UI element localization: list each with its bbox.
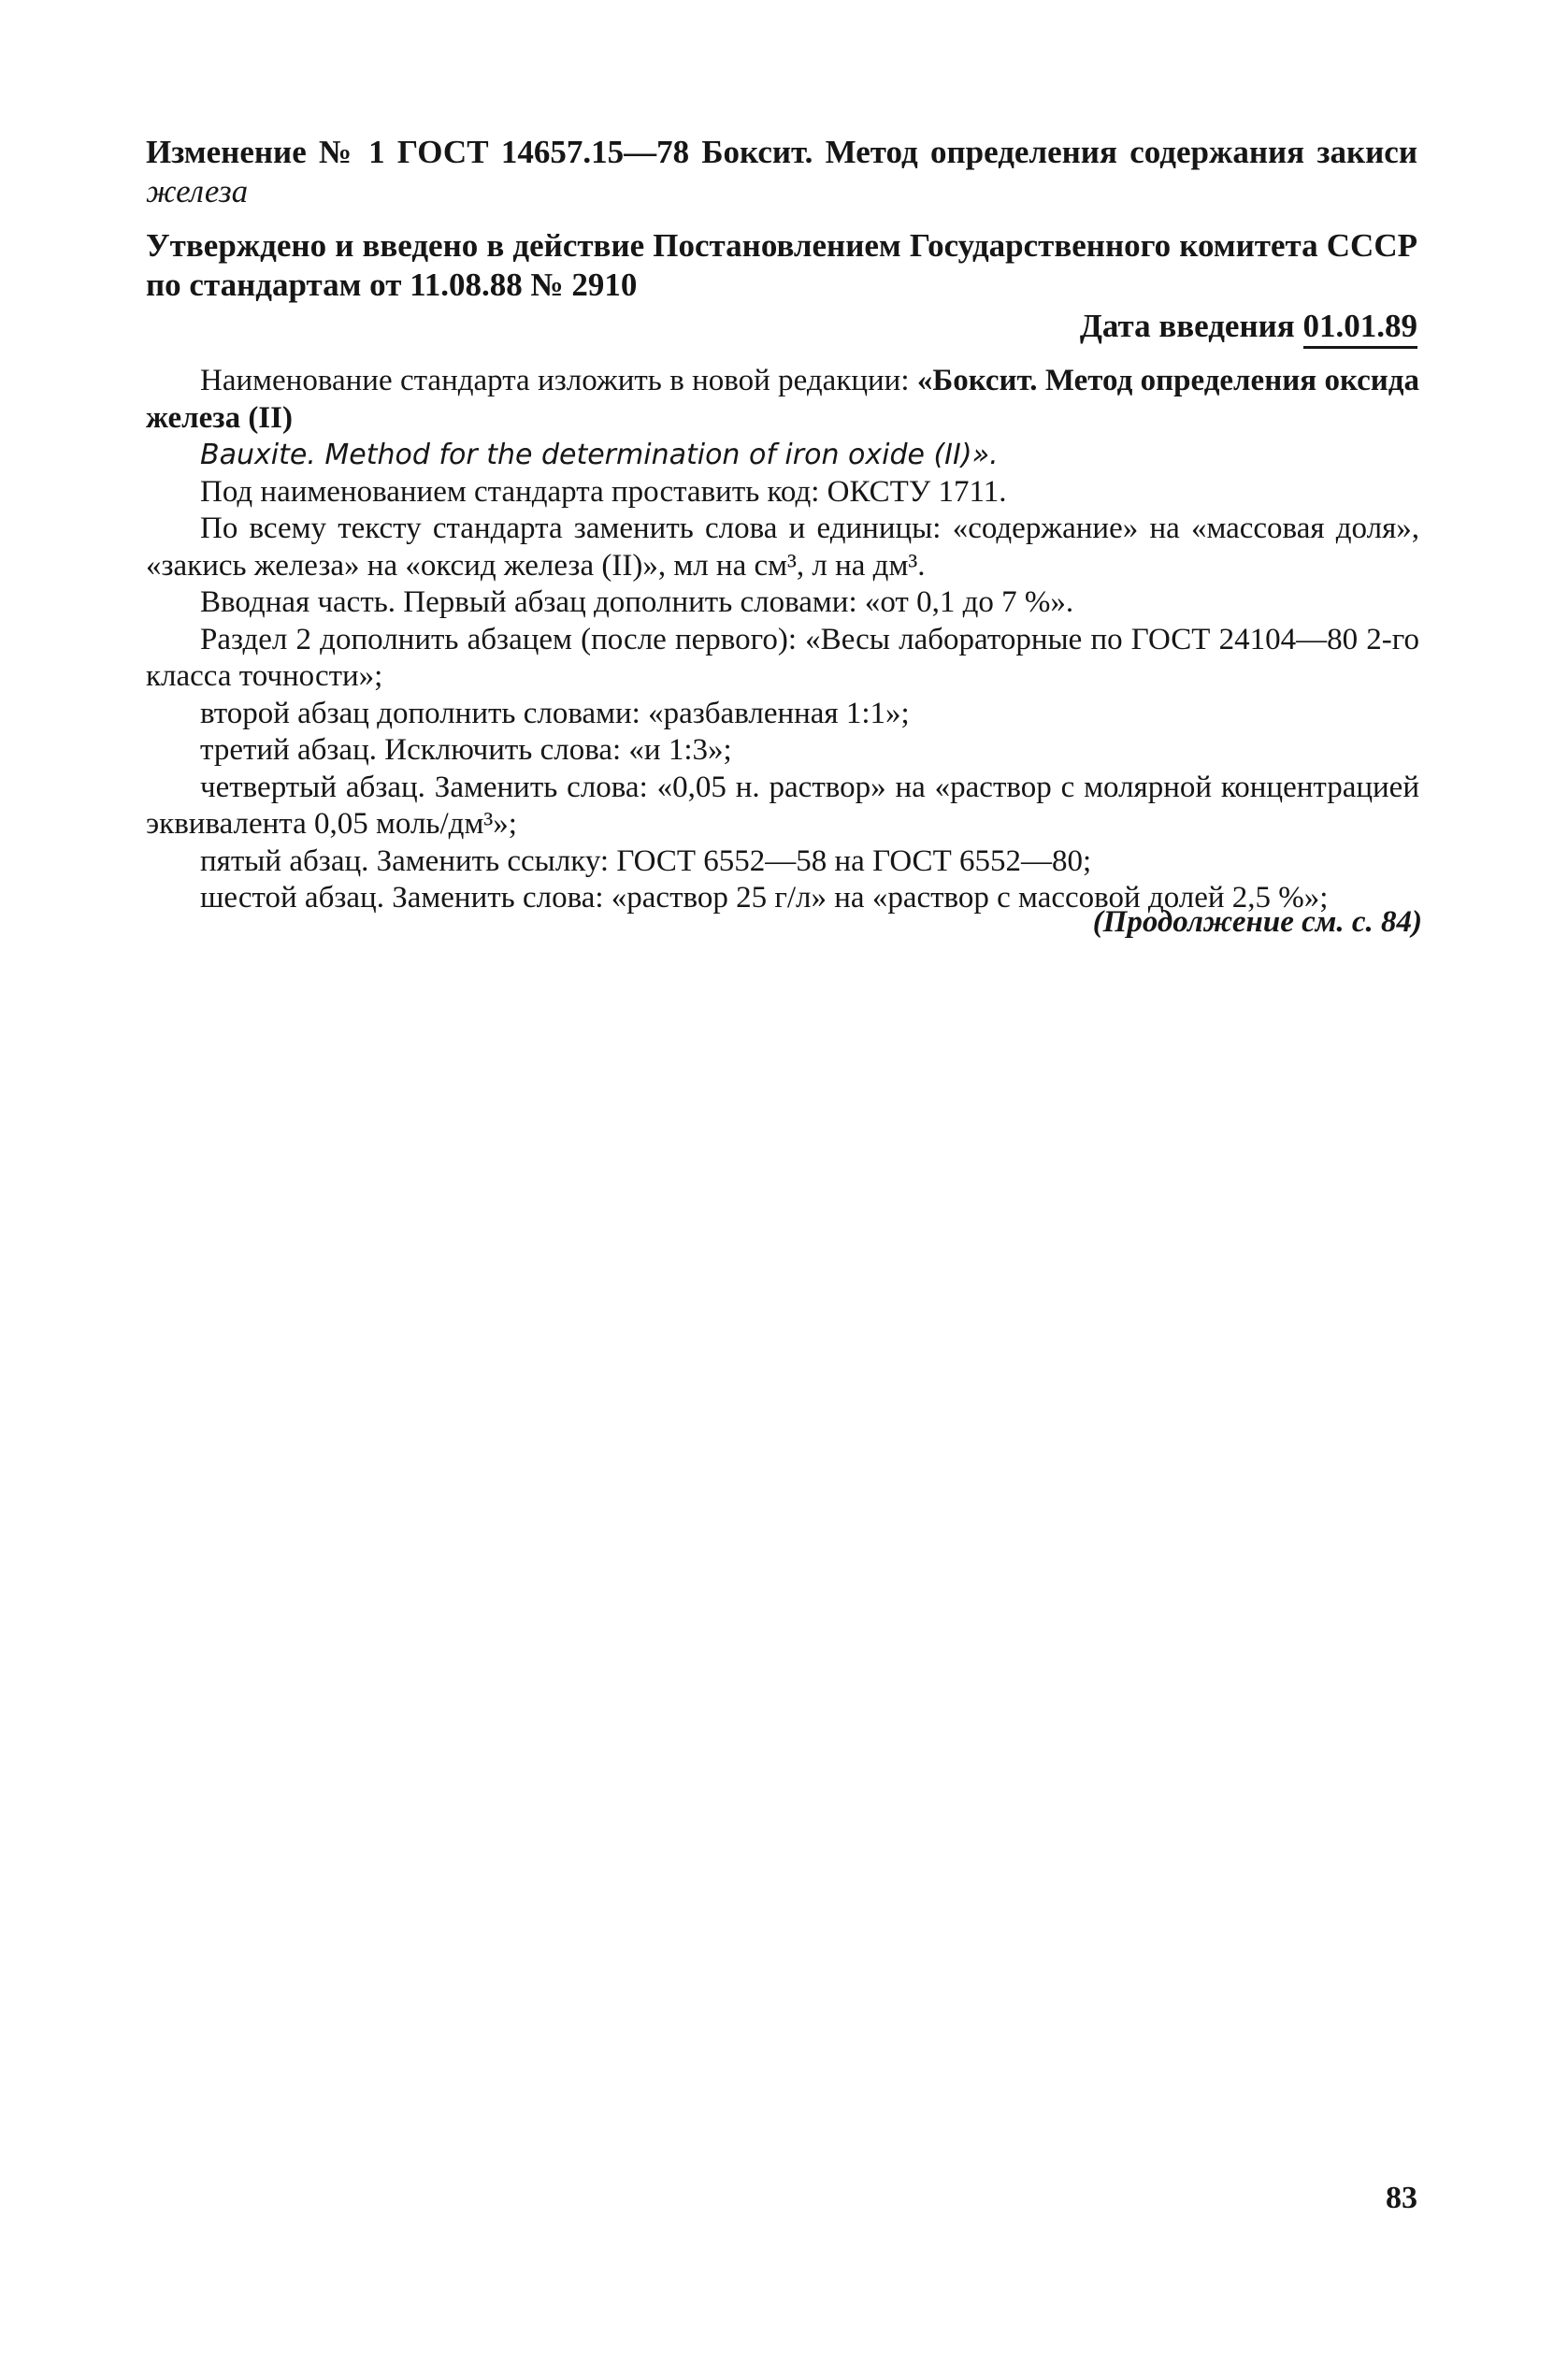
page-number: 83: [1386, 2181, 1417, 2215]
paragraph-title-change: [146, 363, 1419, 437]
amendment-title-rest: железа: [146, 173, 249, 209]
introduction-date-value: 01.01.89: [1303, 308, 1418, 349]
document-body: [146, 363, 1419, 917]
introduction-date-label: Дата введения: [1079, 308, 1295, 344]
new-title-english: Bauxite. Method for the determination of iron oxide (II)».: [200, 439, 999, 471]
paragraph-third-abzac: третий абзац. Исключить слова: «и 1:3»;: [200, 733, 732, 767]
continuation-note: (Продолжение см. с. 84): [1092, 905, 1422, 939]
paragraph-section-2: Раздел 2 дополнить абзацем (после первого): «Весы лабораторные по ГОСТ 24104—80 2-го класса точности»;: [146, 622, 1419, 693]
paragraph-second-abzac: второй абзац дополнить словами: «разбавленная 1:1»;: [200, 696, 910, 730]
amendment-title-bold: Изменение № 1 ГОСТ 14657.15—78 Боксит. Метод определения содержания закиси: [146, 134, 1417, 170]
amendment-title: [146, 133, 1417, 211]
paragraph-sixth-abzac: шестой абзац. Заменить слова: «раствор 25 г/л» на «раствор с массовой долей 2,5 %»;: [200, 881, 1329, 915]
paragraph-fourth-abzac: четвертый абзац. Заменить слова: «0,05 н. раствор» на «раствор с молярной концентрацией эквивалента 0,05 моль/дм³»;: [146, 770, 1419, 841]
introduction-date: [146, 307, 1417, 352]
paragraph-intro-part: Вводная часть. Первый абзац дополнить словами: «от 0,1 до 7 %».: [200, 585, 1074, 619]
paragraph-code: Под наименованием стандарта проставить код: ОКСТУ 1711.: [200, 474, 1007, 509]
document-header: [146, 133, 1417, 352]
new-title-russian: «Боксит. Метод определения оксида железа (II): [146, 364, 1419, 435]
paragraph-units: По всему тексту стандарта заменить слова и единицы: «содержание» на «массовая доля», «закись железа» на «оксид железа (II)», мл на см³, л на дм³.: [146, 512, 1419, 583]
paragraph-title-change-text: Наименование стандарта изложить в новой редакции:: [200, 364, 917, 397]
paragraph-title-english: [146, 437, 1419, 474]
paragraph-fifth-abzac: пятый абзац. Заменить ссылку: ГОСТ 6552—58 на ГОСТ 6552—80;: [200, 843, 1092, 878]
approval-statement: Утверждено и введено в действие Постановлением Государственного комитета СССР по стандартам от 11.08.88 № 2910: [146, 227, 1417, 303]
